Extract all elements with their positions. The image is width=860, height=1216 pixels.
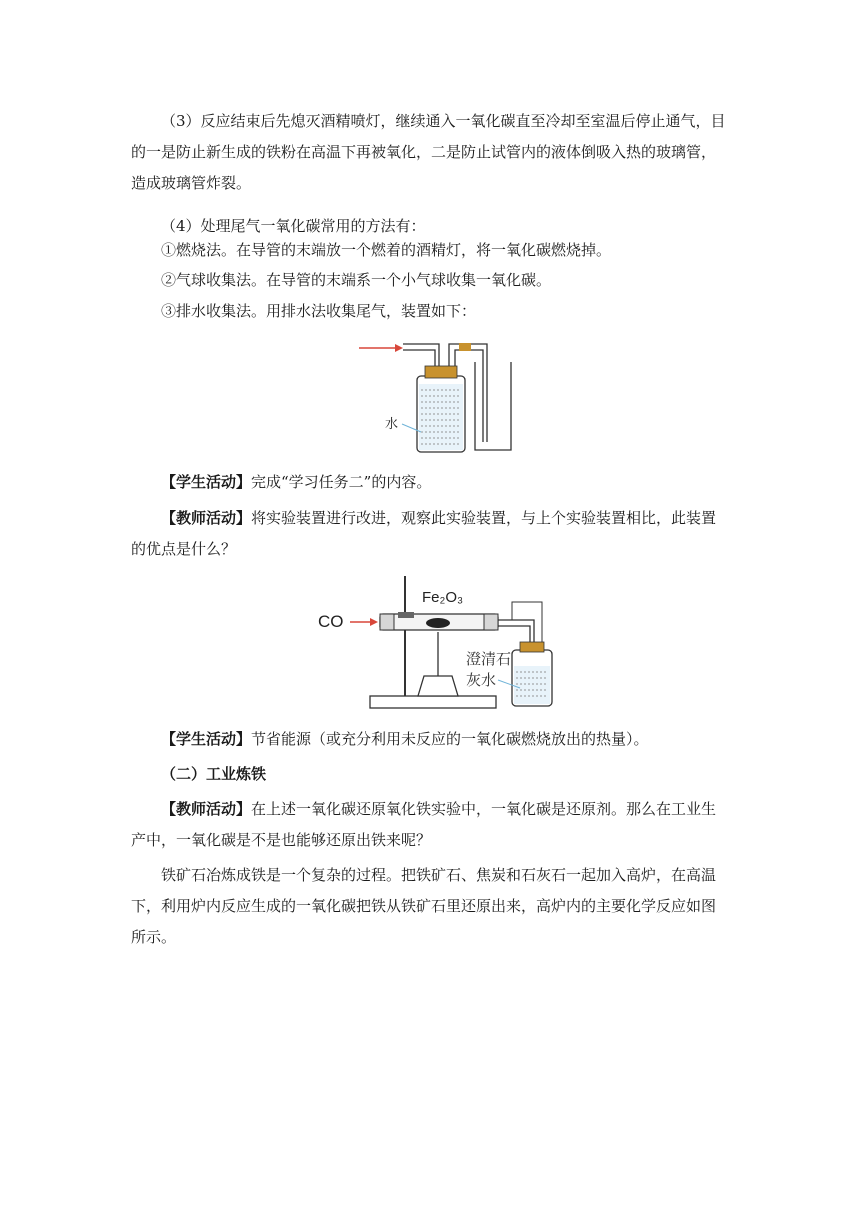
water-collection-apparatus-figure	[355, 332, 515, 454]
teacher-activity-text: 在上述一氧化碳还原氧化铁实验中，一氧化碳是还原剂。那么在工业生产中，一氧化碳是不是也能够还原出铁来呢？	[131, 800, 717, 849]
method-1: ①燃烧法。在导管的末端放一个燃着的酒精灯，将一氧化碳燃烧掉。	[161, 241, 612, 259]
paragraph-3: （3）反应结束后先熄灭酒精喷灯，继续通入一氧化碳直至冷却至室温后停止通气，目的一是防止新生成的铁粉在高温下再被氧化，二是防止试管内的液体倒吸入热的玻璃管，造成玻璃管炸裂。	[131, 112, 726, 192]
teacher-activity-tag: 【教师活动】	[161, 509, 252, 527]
section-heading-industrial-ironmaking: （二）工业炼铁	[161, 765, 267, 783]
water-label: 水	[385, 417, 399, 432]
student-activity-1	[131, 467, 729, 498]
rubber-connector	[459, 343, 471, 351]
alcohol-lamp	[418, 676, 458, 696]
limewater-label-line2: 灰水	[466, 671, 497, 689]
teacher-activity-1	[131, 503, 729, 565]
right-stopper	[484, 614, 498, 630]
teacher-activity-2	[131, 794, 729, 856]
student-activity-text: 完成“学习任务二”的内容。	[251, 473, 432, 491]
fe2o3-label: Fe₂O₃	[422, 589, 464, 606]
teacher-activity-tag: 【教师活动】	[161, 800, 252, 818]
student-activity-text: 节省能源（或充分利用未反应的一氧化碳燃烧放出的热量）。	[251, 730, 649, 748]
co-label: CO	[318, 612, 344, 631]
paragraph-4: （4）处理尾气一氧化碳常用的方法有：	[161, 217, 426, 235]
limewater-label-line1: 澄清石	[466, 650, 512, 668]
teacher-activity-text: 将实验装置进行改进，观察此实验装置，与上个实验装置相比，此装置的优点是什么？	[131, 509, 717, 558]
student-activity-tag: 【学生活动】	[161, 730, 252, 748]
clamp	[398, 612, 414, 618]
improved-apparatus-figure	[316, 572, 556, 714]
method-3: ③排水收集法。用排水法收集尾气，装置如下：	[161, 302, 477, 320]
stand-base	[370, 696, 496, 708]
fe2o3-sample	[426, 618, 450, 628]
method-2: ②气球收集法。在导管的末端系一个小气球收集一氧化碳。	[161, 271, 552, 289]
paragraph-ironmaking-process: 铁矿石冶炼成铁是一个复杂的过程。把铁矿石、焦炭和石灰石一起加入高炉，在高温下，利用炉内反应生成的一氧化碳把铁从铁矿石里还原出来，高炉内的主要化学反应如图所示。	[131, 866, 717, 946]
student-activity-2	[131, 724, 729, 755]
limewater-stopper	[520, 642, 544, 652]
bottle-water	[419, 384, 463, 450]
bottle-stopper	[425, 366, 457, 378]
student-activity-tag: 【学生活动】	[161, 473, 252, 491]
left-stopper	[380, 614, 394, 630]
return-tube	[498, 602, 542, 648]
beaker	[475, 362, 511, 450]
